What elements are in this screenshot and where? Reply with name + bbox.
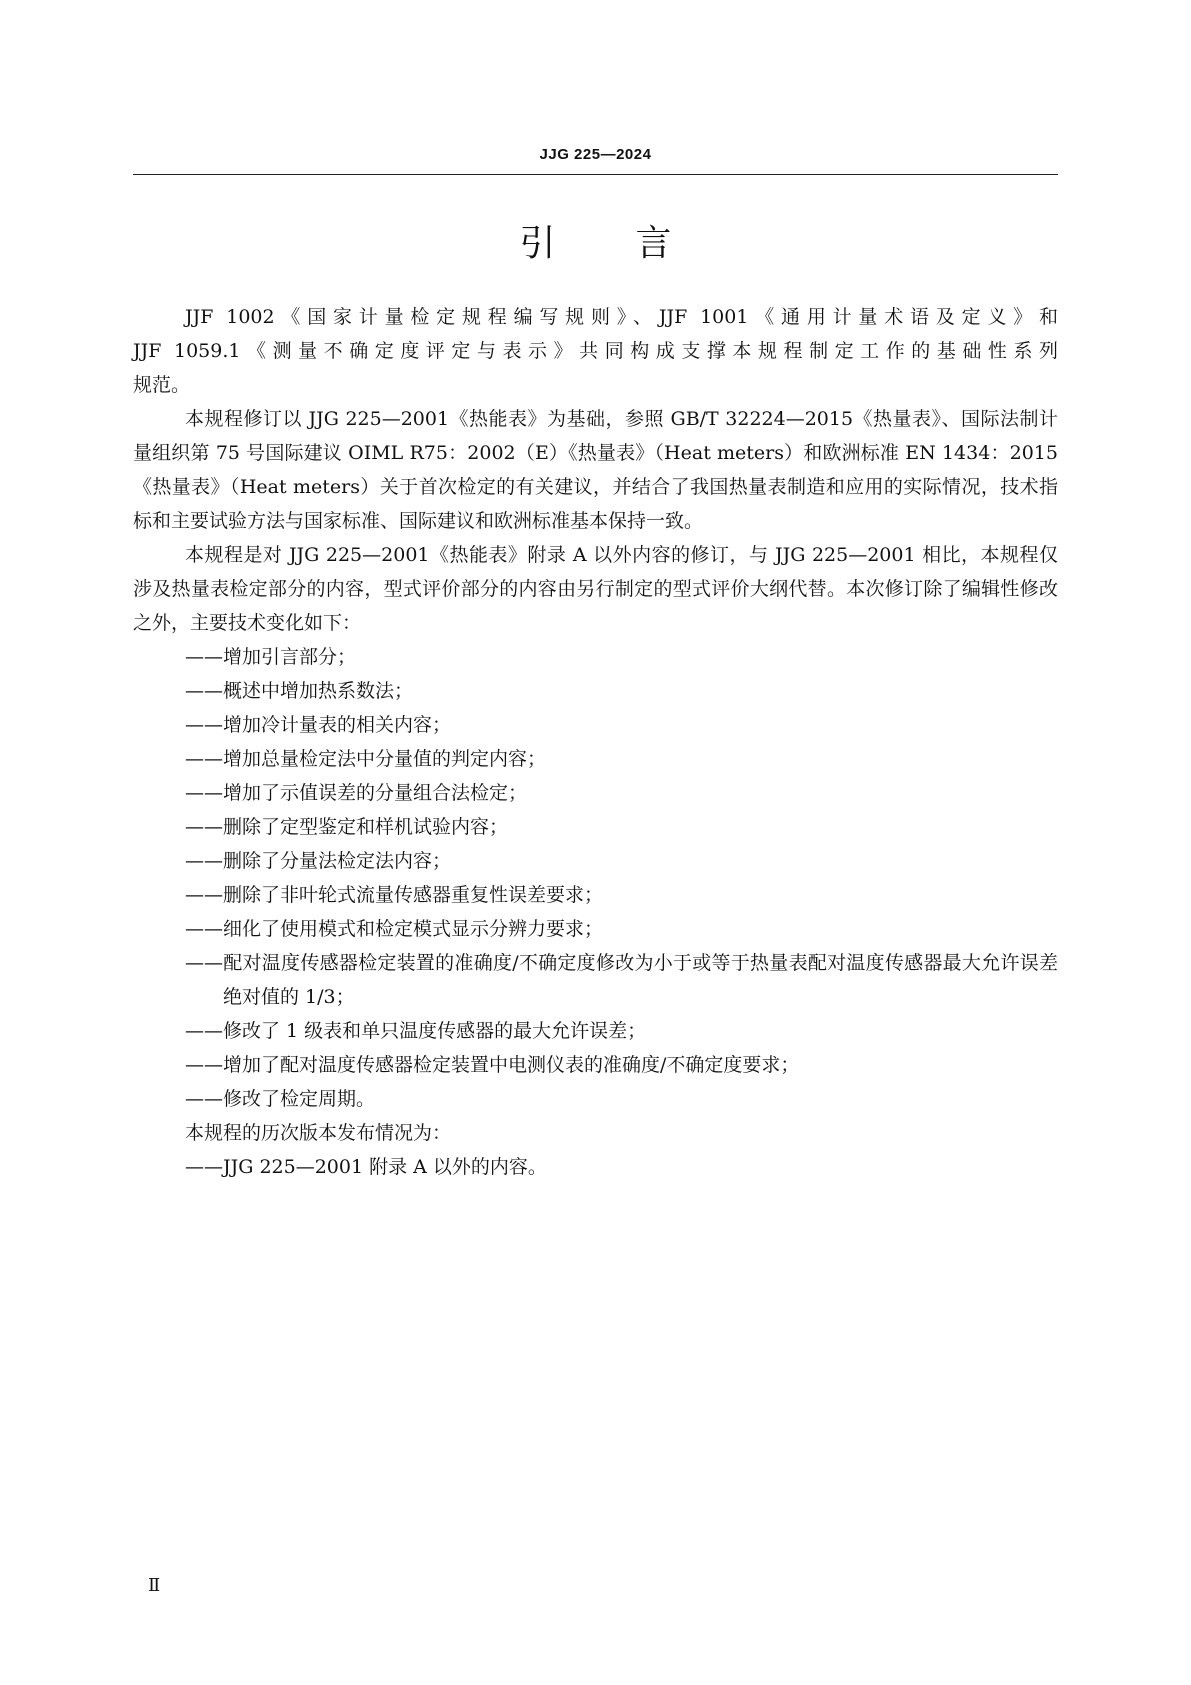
- change-item: ——修改了 1 级表和单只温度传感器的最大允许误差；: [185, 1020, 647, 1042]
- change-item: ——细化了使用模式和检定模式显示分辨力要求；: [185, 918, 604, 940]
- paragraph-1-line-2: JJF 1059.1《测量不确定度评定与表示》共同构成支撑本规程制定工作的基础性系列: [133, 340, 1058, 362]
- paragraph-1-line-1: JJF 1002《国家计量检定规程编写规则》、JJF 1001《通用计量术语及定义》和: [185, 306, 1058, 328]
- paragraph-3: 本规程是对 JJG 225—2001《热能表》附录 A 以外内容的修订，与 JJG 225—2001 相比，本规程仅涉及热量表检定部分的内容，型式评价部分的内容由另行制定的型式评价大纲代替。本次修订除了编辑性修改之外，主要技术变化如下：: [133, 544, 1058, 634]
- body-text: [133, 300, 1058, 1184]
- changes-list: [133, 640, 1058, 1116]
- change-item: ——删除了分量法检定法内容；: [185, 850, 452, 872]
- title-char-1: 引: [519, 223, 556, 264]
- running-header: JJG 225—2024: [539, 146, 652, 163]
- change-item: ——删除了非叶轮式流量传感器重复性误差要求；: [185, 884, 604, 906]
- title-char-2: 言: [635, 223, 672, 264]
- change-item: ——删除了定型鉴定和样机试验内容；: [185, 816, 509, 838]
- history-item: ——JJG 225—2001 附录 A 以外的内容。: [185, 1156, 547, 1178]
- change-item: ——增加了示值误差的分量组合法检定；: [185, 782, 528, 804]
- change-item: ——概述中增加热系数法；: [185, 680, 414, 702]
- change-item: ——增加引言部分；: [185, 646, 357, 668]
- paragraph-2: 本规程修订以 JJG 225—2001《热能表》为基础，参照 GB/T 32224—2015《热量表》、国际法制计量组织第 75 号国际建议 OIML R75：2002（E）《热量表》（Heat meters）和欧洲标准 EN 1434：2015《热量表》（Heat meters）关于首次检定的有关建议，并结合了我国热量表制造和应用的实际情况，技术指标和主要试验方法与国家标准、国际建议和欧洲标准基本保持一致。: [133, 408, 1058, 532]
- change-item: ——修改了检定周期。: [185, 1088, 376, 1110]
- change-item: ——增加冷计量表的相关内容；: [185, 714, 452, 736]
- section-title: [0, 222, 1191, 266]
- change-item: ——增加了配对温度传感器检定装置中电测仪表的准确度/不确定度要求；: [185, 1054, 800, 1076]
- change-item: ——配对温度传感器检定装置的准确度/不确定度修改为小于或等于热量表配对温度传感器最大允许误差绝对值的 1/3；: [185, 952, 1058, 1008]
- header-rule: [133, 174, 1058, 175]
- page-number: Ⅱ: [148, 1575, 161, 1596]
- paragraph-1-line-3: 规范。: [133, 374, 191, 396]
- history-intro: 本规程的历次版本发布情况为：: [185, 1122, 452, 1144]
- change-item: ——增加总量检定法中分量值的判定内容；: [185, 748, 547, 770]
